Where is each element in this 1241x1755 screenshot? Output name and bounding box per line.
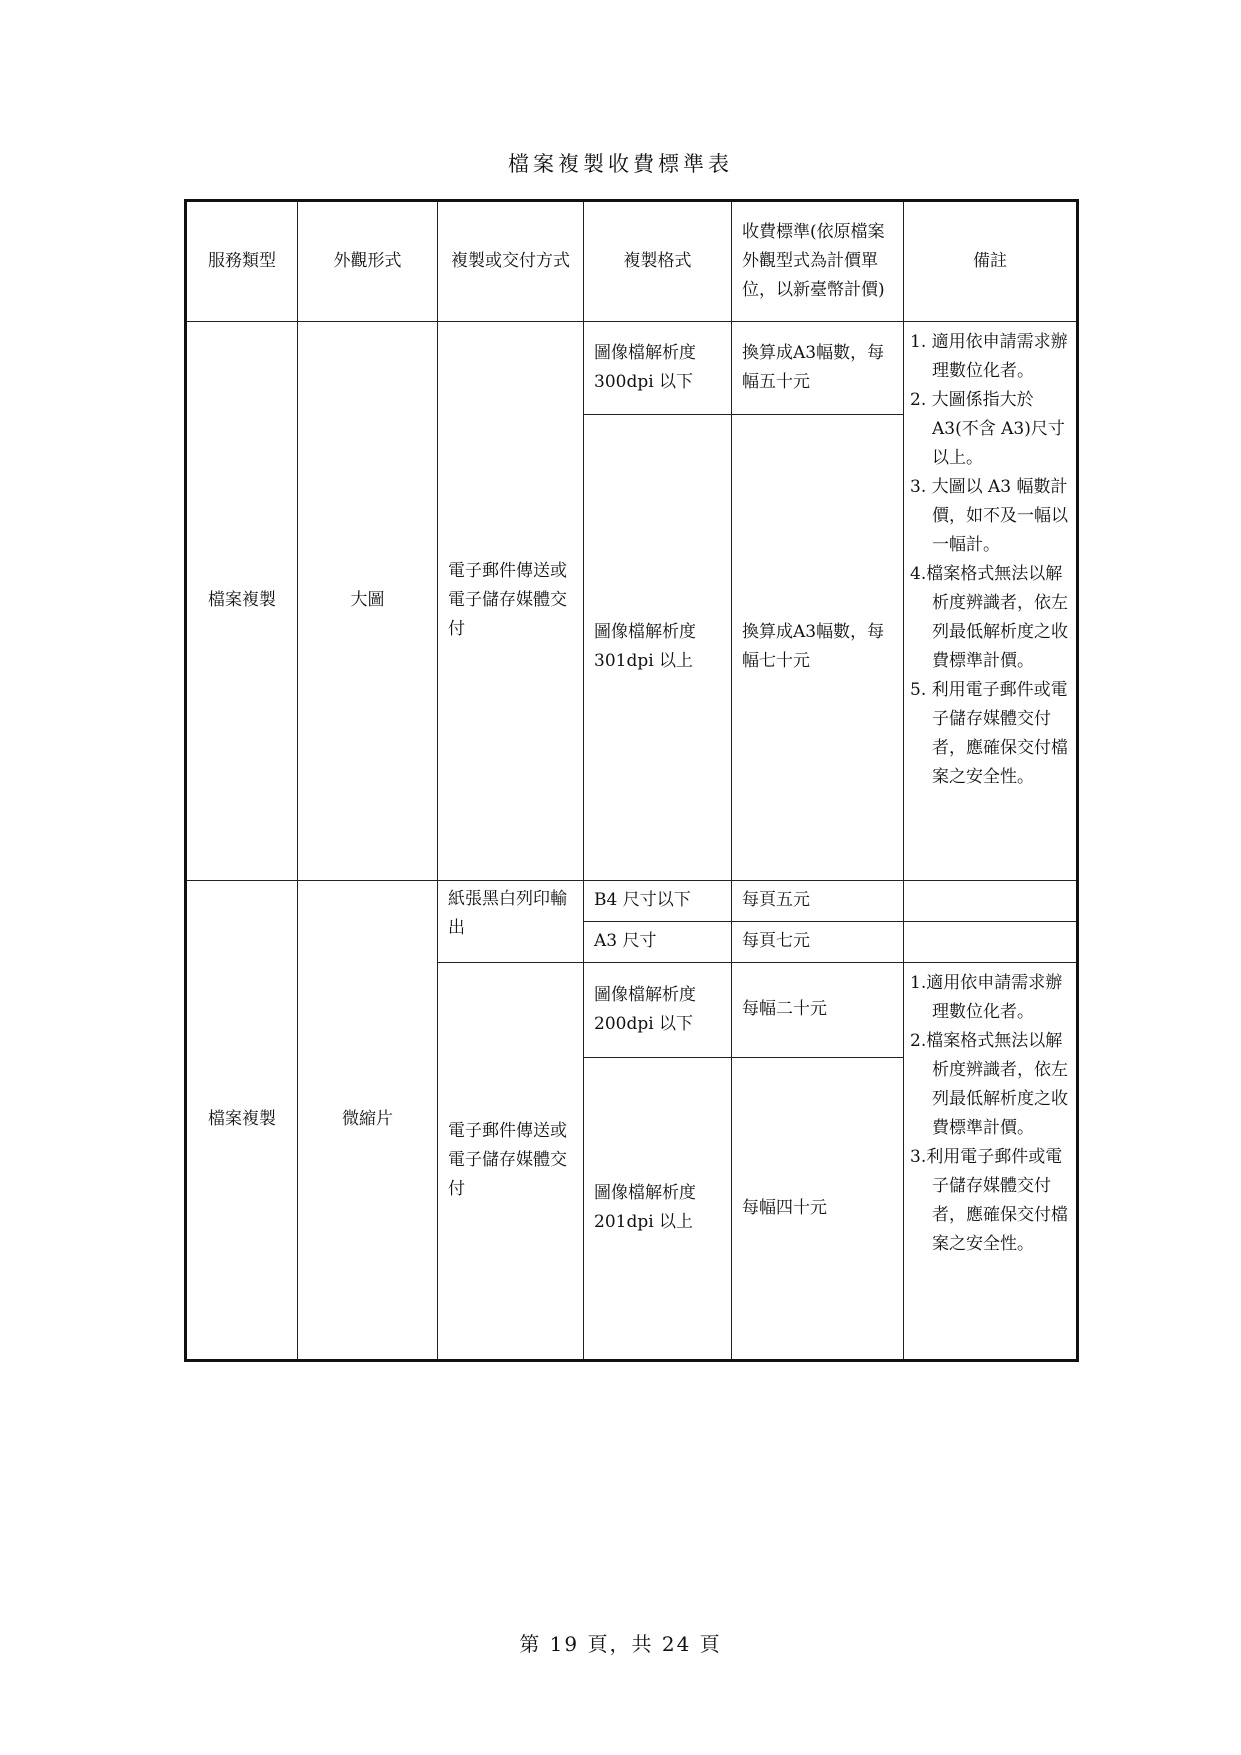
appearance-cell: 大圖 [298, 322, 438, 880]
delivery-cell: 電子郵件傳送或電子儲存媒體交付 [438, 322, 584, 880]
format-cell: 圖像檔解析度201dpi 以上 [584, 1057, 732, 1360]
header-appearance: 外觀形式 [298, 201, 438, 322]
appearance-cell: 微縮片 [298, 880, 438, 1360]
page-number: 第 19 頁，共 24 頁 [519, 1632, 722, 1656]
header-format: 複製格式 [584, 201, 732, 322]
format-cell: 圖像檔解析度301dpi 以上 [584, 415, 732, 880]
remark-item: 3. 大圖以 A3 幅數計價，如不及一幅以一幅計。 [910, 477, 1068, 556]
fee-cell: 換算成A3幅數，每幅五十元 [732, 322, 904, 415]
fee-cell: 每頁五元 [732, 880, 904, 921]
header-delivery: 複製或交付方式 [438, 201, 584, 322]
fee-cell: 每頁七元 [732, 921, 904, 962]
remark-item: 2. 大圖係指大於A3(不含 A3)尺寸以上。 [910, 390, 1065, 469]
service-type-cell: 檔案複製 [186, 880, 298, 1360]
fee-table [184, 199, 1079, 1362]
remarks-cell [904, 962, 1078, 1360]
header-fee: 收費標準(依原檔案外觀型式為計價單位，以新臺幣計價) [732, 201, 904, 322]
header-row [186, 201, 1078, 322]
remarks-cell-empty [904, 880, 1078, 921]
format-cell: B4 尺寸以下 [584, 880, 732, 921]
service-type-cell: 檔案複製 [186, 322, 298, 880]
format-cell: 圖像檔解析度200dpi 以下 [584, 962, 732, 1057]
remarks-cell [904, 322, 1078, 880]
fee-cell: 換算成A3幅數，每幅七十元 [732, 415, 904, 880]
format-cell: A3 尺寸 [584, 921, 732, 962]
format-cell: 圖像檔解析度300dpi 以下 [584, 322, 732, 415]
remark-item: 4.檔案格式無法以解析度辨識者，依左列最低解析度之收費標準計價。 [910, 564, 1068, 672]
document-title: 檔案複製收費標準表 [508, 152, 733, 176]
fee-cell: 每幅四十元 [732, 1057, 904, 1360]
remark-item: 1. 適用依申請需求辦理數位化者。 [910, 332, 1068, 382]
remark-item: 1.適用依申請需求辦理數位化者。 [910, 972, 1063, 1022]
delivery-cell: 電子郵件傳送或電子儲存媒體交付 [438, 962, 584, 1360]
remark-item: 3.利用電子郵件或電子儲存媒體交付者，應確保交付檔案之安全性。 [910, 1146, 1068, 1254]
fee-cell: 每幅二十元 [732, 962, 904, 1057]
remark-item: 2.檔案格式無法以解析度辨識者，依左列最低解析度之收費標準計價。 [910, 1030, 1068, 1138]
table-row [186, 322, 1078, 415]
header-service-type: 服務類型 [186, 201, 298, 322]
remark-item: 5. 利用電子郵件或電子儲存媒體交付者，應確保交付檔案之安全性。 [910, 680, 1068, 788]
table-row [186, 880, 1078, 921]
remarks-cell-empty [904, 921, 1078, 962]
print-delivery-cell: 紙張黑白列印輸出 [438, 880, 584, 962]
header-remarks: 備註 [904, 201, 1078, 322]
